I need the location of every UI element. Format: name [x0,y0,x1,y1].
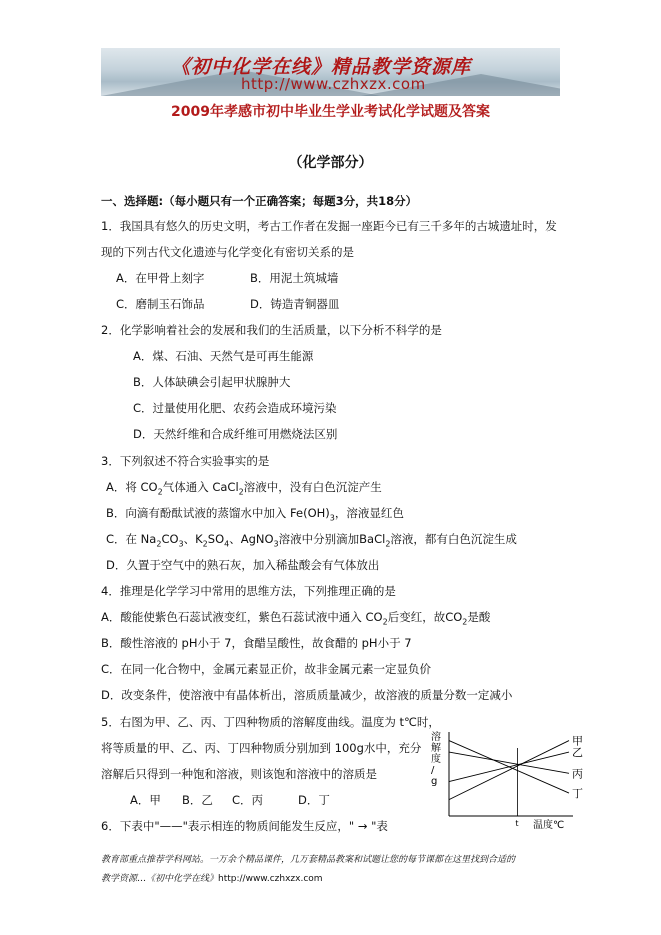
chart-plot-area [431,730,583,831]
q1-option-c: C．磨制玉石饰品 [116,297,205,311]
q4-option-d: D．改变条件，使溶液中有晶体析出，溶质质量减少，故溶液的质量分数一定减小 [101,688,513,702]
q5-line1: 5．右图为甲、乙、丙、丁四种物质的溶解度曲线。温度为 t℃时， [101,715,440,729]
chart-y-label: 溶解度/ g [431,732,441,787]
q5-option-d: D．丁 [298,793,330,807]
q3-option-d: D．久置于空气中的熟石灰，加入稀盐酸会有气体放出 [106,558,380,572]
q1-stem-line1: 1．我国具有悠久的历史文明，考古工作者在发掘一座距今已有三千多年的古城遗址时，发 [101,219,557,233]
q4-option-b: B．酸性溶液的 pH小于 7，食醋呈酸性，故食醋的 pH小于 7 [101,636,412,650]
solubility-chart [425,726,585,832]
q2-option-d: D．天然纤维和合成纤维可用燃烧法区别 [133,427,338,441]
q5-option-b: B．乙 [182,793,213,807]
q5-line3: 溶解后只得到一种饱和溶液，则该饱和溶液中的溶质是 [101,767,377,781]
footer-line1: 教育部重点推荐学科网站。一万余个精品课件，几万套精品教案和试题让您的每节课都在这里找到合适的 [101,855,516,865]
q3-option-a: A．将 $CO_2$气体通入 CaCl$_2$溶液中，没有白色沉淀产生 [106,480,382,497]
q5-option-a: A．甲 [130,793,161,807]
chart-x-label: 温度℃ [533,820,565,831]
chart-t-label: t [515,819,519,828]
q5-line2: 将等质量的甲、乙、丙、丁四种物质分别加到 100g水中，充分 [101,741,422,755]
section-title: （化学部分） [288,155,373,171]
q2-option-b: B．人体缺碘会引起甲状腺肿大 [133,375,291,389]
chart-series-label: 丙 [572,767,583,781]
chart-series-label: 甲 [572,734,583,748]
footer-line2: 教学资源…《初中化学在线》http://www.czhxzx.com [101,874,323,884]
q1-option-d: D．铸造青铜器皿 [250,297,340,311]
q3-option-c: C．在 $Na_2CO_3$、$K_2SO_4$、AgNO$_3$溶液中分别滴加BaCl$_2$溶液，都有白色沉淀生成 [106,532,517,549]
chart-series-label: 乙 [572,746,583,760]
chart-series-line [449,741,569,793]
q3-option-b: B．向滴有酚酞试液的蒸馏水中加入 $Fe(OH)_3$，溶液显红色 [106,506,404,523]
footer-url[interactable]: http://www.czhxzx.com [218,874,323,884]
q3-stem: 3．下列叙述不符合实验事实的是 [101,454,270,468]
part1-heading: 一、选择题:（每小题只有一个正确答案；每题3分，共18分） [101,194,418,208]
header-banner [101,48,560,96]
q1-option-a: A．在甲骨上刻字 [116,271,205,285]
document-title: 2009年孝感市初中毕业生学业考试化学试题及答案 [171,104,490,120]
q2-option-a: A．煤、石油、天然气是可再生能源 [133,349,314,363]
banner-url[interactable]: http://www.czhxzx.com [241,75,426,93]
q1-option-b: B．用泥土筑城墙 [250,271,339,285]
q4-option-a: A．酸能使紫色石蕊试液变红，紫色石蕊试液中通入 $CO_2$后变红，故$CO_2$是酸 [101,610,491,627]
q1-stem-line2: 现的下列古代文化遗迹与化学变化有密切关系的是 [101,245,354,259]
chart-series-label: 丁 [572,787,583,801]
q2-stem: 2．化学影响着社会的发展和我们的生活质量，以下分析不科学的是 [101,323,442,337]
q2-option-c: C．过量使用化肥、农药会造成环境污染 [133,401,337,415]
q4-option-c: C．在同一化合物中，金属元素显正价，故非金属元素一定显负价 [101,662,432,676]
banner-title: 《初中化学在线》精品教学资源库 [171,56,472,78]
q4-stem: 4．推理是化学学习中常用的思维方法，下列推理正确的是 [101,584,396,598]
q5-option-c: C．丙 [232,793,264,807]
q6-stem: 6．下表中"——"表示相连的物质间能发生反应，" → "表 [101,819,388,833]
